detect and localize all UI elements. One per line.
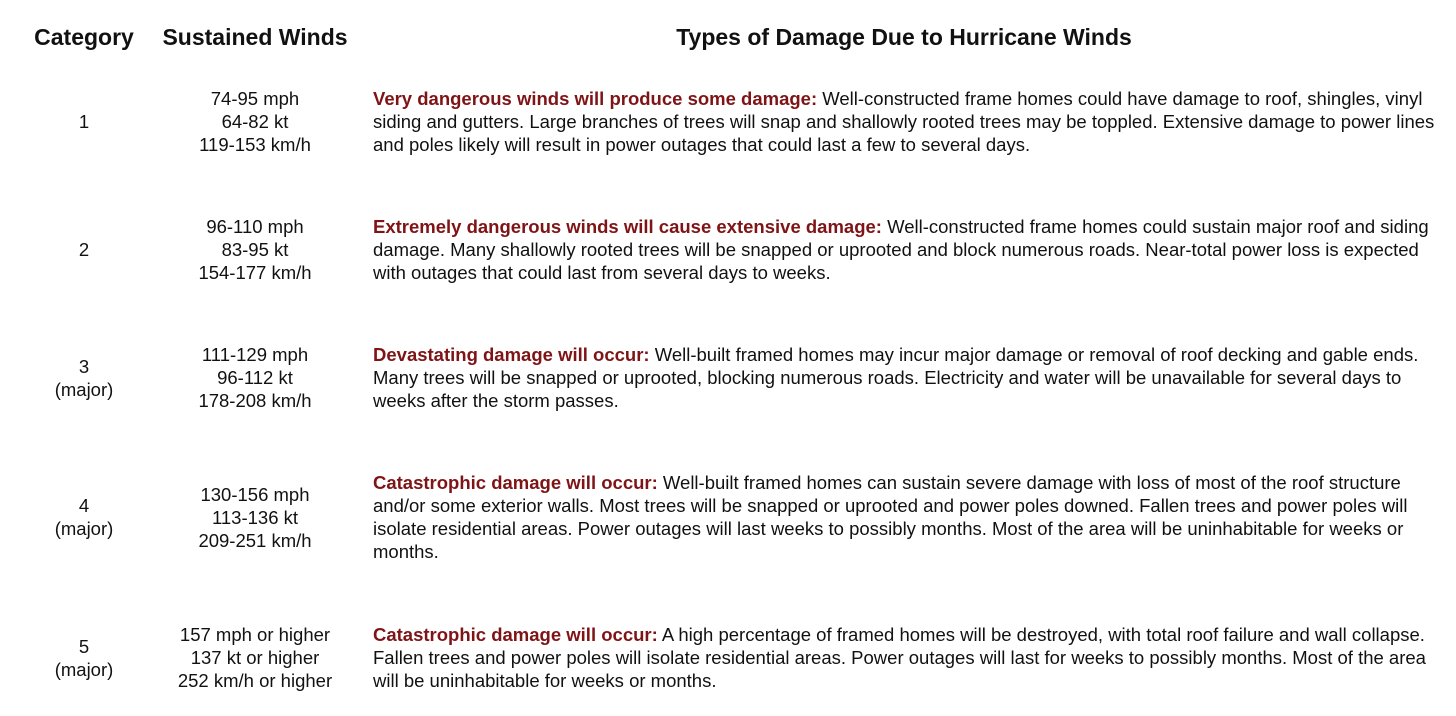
damage-lead: Catastrophic damage will occur: <box>373 472 658 493</box>
category-number: 2 <box>78 239 90 260</box>
sustained-winds-cell <box>150 343 360 412</box>
damage-description <box>373 343 1439 412</box>
category-number: 5 <box>78 635 90 657</box>
damage-lead: Very dangerous winds will produce some damage: <box>373 88 818 109</box>
winds-kt: 83-95 kt <box>221 239 289 260</box>
damage-lead: Catastrophic damage will occur: <box>373 624 658 645</box>
table-row-category-3 <box>0 343 1456 412</box>
winds-kmh: 209-251 km/h <box>198 529 312 551</box>
category-number: 4 <box>78 495 90 516</box>
category-major-label: (major) <box>54 378 114 400</box>
column-header-sustained-winds: Sustained Winds <box>162 24 348 50</box>
damage-text: Well-built framed homes may incur major damage or removal of roof decking and gable ends. Many trees will be snapped or uprooted, blocking numerous roads. Electricity and water will be unavailable for several days to weeks after the storm passes. <box>373 344 1419 411</box>
column-header-damage-types: Types of Damage Due to Hurricane Winds <box>676 24 1132 50</box>
damage-text: A high percentage of framed homes will be destroyed, with total roof failure and wall collapse. Fallen trees and power poles will isolate residential areas. Power outages will last for weeks to possibly months. Most of the area will be uninhabitable for weeks or months. <box>373 624 1426 691</box>
category-number: 1 <box>78 111 90 132</box>
damage-description <box>373 215 1439 284</box>
damage-lead: Devastating damage will occur: <box>373 344 650 365</box>
category-cell <box>18 343 150 412</box>
winds-kmh: 252 km/h or higher <box>177 670 333 691</box>
winds-kmh: 119-153 km/h <box>199 134 311 155</box>
sustained-winds-cell <box>150 471 360 563</box>
damage-text: Well-constructed frame homes could have damage to roof, shingles, vinyl siding and gutters. Large branches of trees will snap and shallowly rooted trees may be toppled. Extensive damage to power lines and poles likely will result in power outages that could last a few to several days. <box>373 88 1435 155</box>
winds-mph: 111-129 mph <box>201 344 309 365</box>
category-cell <box>18 215 150 284</box>
winds-kt: 113-136 kt <box>211 506 299 528</box>
winds-kmh: 154-177 km/h <box>198 262 312 283</box>
damage-description <box>373 87 1439 156</box>
damage-description <box>373 623 1439 692</box>
category-cell <box>18 623 150 692</box>
damage-text: Well-constructed frame homes could sustain major roof and siding damage. Many shallowly rooted trees will be snapped or uprooted and block numerous roads. Near-total power loss is expected with outages that could last from several days to weeks. <box>373 216 1429 283</box>
category-major-label: (major) <box>54 518 114 539</box>
winds-mph: 157 mph or higher <box>179 624 331 645</box>
table-row-category-4 <box>0 471 1456 563</box>
category-number: 3 <box>78 355 90 377</box>
winds-mph: 96-110 mph <box>206 216 304 237</box>
winds-kt: 64-82 kt <box>221 111 289 132</box>
table-row-category-5 <box>0 623 1456 692</box>
sustained-winds-cell <box>150 215 360 284</box>
winds-kt: 137 kt or higher <box>190 647 320 668</box>
damage-description <box>373 471 1439 563</box>
sustained-winds-cell <box>150 623 360 692</box>
category-cell <box>18 471 150 563</box>
winds-kmh: 178-208 km/h <box>198 390 312 411</box>
category-major-label: (major) <box>54 658 114 680</box>
winds-mph: 130-156 mph <box>200 483 310 505</box>
sustained-winds-cell <box>150 87 360 156</box>
category-cell <box>18 87 150 156</box>
table-row-category-2 <box>0 215 1456 284</box>
damage-text: Well-built framed homes can sustain severe damage with loss of most of the roof structure and/or some exterior walls. Most trees will be snapped or uprooted and power poles downed. Fallen trees and power poles will isolate residential areas. Power outages will last weeks to possibly months. Most of the area will be uninhabitable for weeks or months. <box>373 472 1408 562</box>
damage-lead: Extremely dangerous winds will cause extensive damage: <box>373 216 882 237</box>
winds-mph: 74-95 mph <box>210 88 300 109</box>
column-header-category: Category <box>34 24 134 50</box>
winds-kt: 96-112 kt <box>217 367 293 388</box>
table-row-category-1 <box>0 87 1456 156</box>
